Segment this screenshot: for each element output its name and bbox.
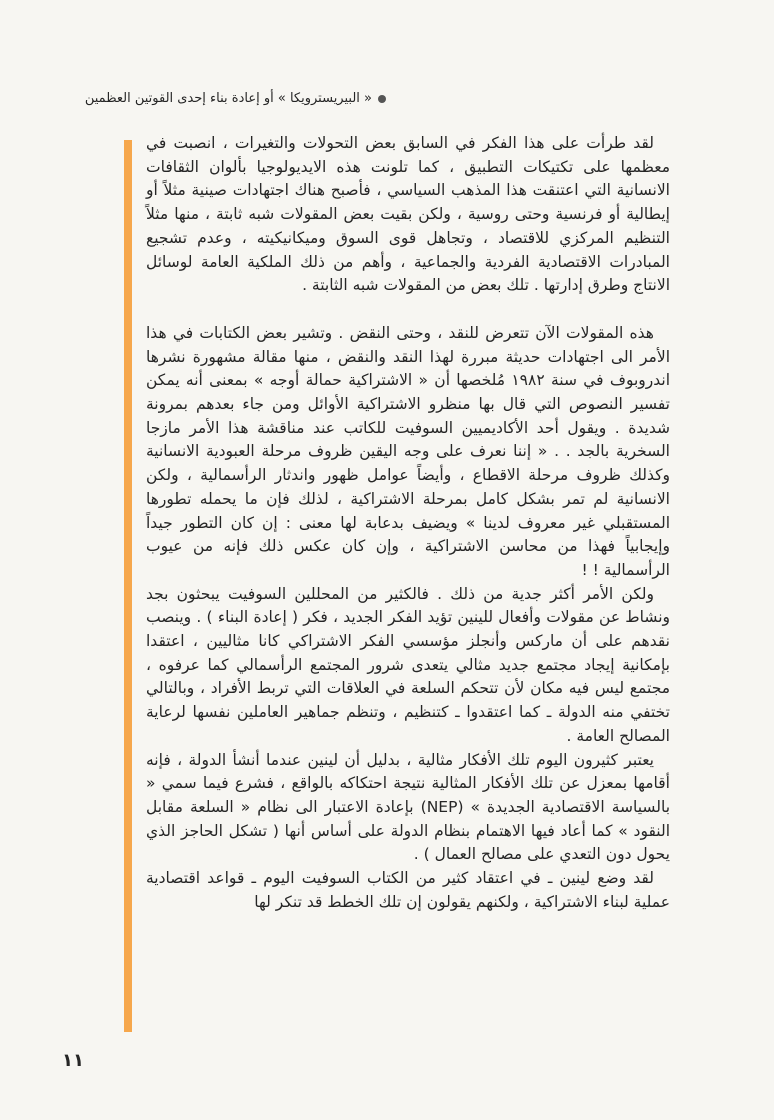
article-body — [146, 132, 670, 915]
margin-highlight-bar — [124, 140, 132, 1032]
paragraph: لقد وضع لينين ـ في اعتقاد كثير من الكتاب السوفيت اليوم ـ قواعد اقتصادية عملية لبناء الاشتراكية ، ولكنهم يقولون إن تلك الخطط قد تنكر لها — [146, 869, 670, 911]
running-title: « البيريسترويكا » أو إعادة بناء إحدى القوتين العظمين — [84, 91, 372, 106]
page-number: ١١ — [62, 1050, 84, 1071]
paragraph: يعتبر كثيرون اليوم تلك الأفكار مثالية ، بدليل أن لينين عندما أنشأ الدولة ، فإنه أقامها بمعزل عن تلك الأفكار المثالية نتيجة احتكاكه بالواقع ، فشرع فيما سمي « بالسياسة الاقتصادية الجديدة » (NEP) بإعادة الاعتبار الى نظام « السلعة مقابل النقود » كما أعاد فيها الاهتمام بنظام الدولة على أساس أنها ( تشكل الحاجز الذي يحول دون التعدي على مصالح العمال ) . — [146, 750, 671, 864]
paragraph: لقد طرأت على هذا الفكر في السابق بعض التحولات والتغيرات ، انصبت في معظمها على تكتيكات التطبيق ، كما تلونت هذه الايديولوجيا بألوان الثقافات الانسانية التي اعتنقت هذا المذهب السياسي ، فأصبح هناك اجتهادات صينية مثلاً أو إيطالية أو فرنسية وحتى روسية ، ولكن بقيت بعض المقولات شبه ثابتة ، منها مثلاً التنظيم المركزي للاقتصاد ، وتجاهل قوى السوق وميكانيكيته ، وعدم تشجيع المبادرات الاقتصادية الفردية والجماعية ، وأهم من ذلك الملكية العامة لوسائل الانتاج وطرق إدارتها . تلك بعض من المقولات شبه الثابتة . — [146, 134, 670, 295]
paragraph: ولكن الأمر أكثر جدية من ذلك . فالكثير من المحللين السوفيت يبحثون بجد ونشاط عن مقولات وأفعال للينين تؤيد الفكر الجديد ، فكر ( إعادة البناء ) . وينصب نقدهم على أن ماركس وأنجلز مؤسسي الفكر الاشتراكي كانا مثاليين ، اعتقدا بإمكانية إيجاد مجتمع جديد مثالي يتعدى شرور المجتمع الرأسمالي كما عرفوه ، مجتمع ليس فيه مكان لأن تتحكم السلعة في العلاقات التي تربط الأفراد ، وبالتالي تختفي منه الدولة ـ كما اعتقدوا ـ كتنظيم ، وتنظم جماهير العاملين نفسها لرعاية المصالح العامة . — [146, 584, 670, 745]
running-header — [76, 90, 386, 108]
paragraph: هذه المقولات الآن تتعرض للنقد ، وحتى النقض . وتشير بعض الكتابات في هذا الأمر الى اجتهادات حديثة مبررة لهذا النقد والنقض ، منها مقالة مشهورة نشرها اندروبوف في سنة ١٩٨٢ مُلخصها أن « الاشتراكية حمالة أوجه » بمعنى أنه يمكن تفسير النصوص التي قال بها منظرو الاشتراكية الأوائل ومن جاء بعدهم بمرونة شديدة . ويقول أحد الأكاديميين السوفيت للكاتب عند مناقشة هذا الأمر مازجا السخرية بالجد . . « إننا نعرف على وجه اليقين ظروف مرحلة العبودية الانسانية وكذلك ظروف مرحلة الاقطاع ، وأيضاً عوامل ظهور واندثار الرأسمالية ، ولكن الانسانية لم تمر بشكل كامل بمرحلة الاشتراكية ، لذلك فإن ما يحمله تطورها المستقبلي غير معروف لدينا » ويضيف بدعابة لها معنى : إن كان التطور جيداً وإيجابياً فهذا من محاسن الاشتراكية ، وإن كان عكس ذلك فإنه من عيوب الرأسمالية ! ! — [146, 323, 670, 579]
bullet-icon — [378, 95, 386, 103]
